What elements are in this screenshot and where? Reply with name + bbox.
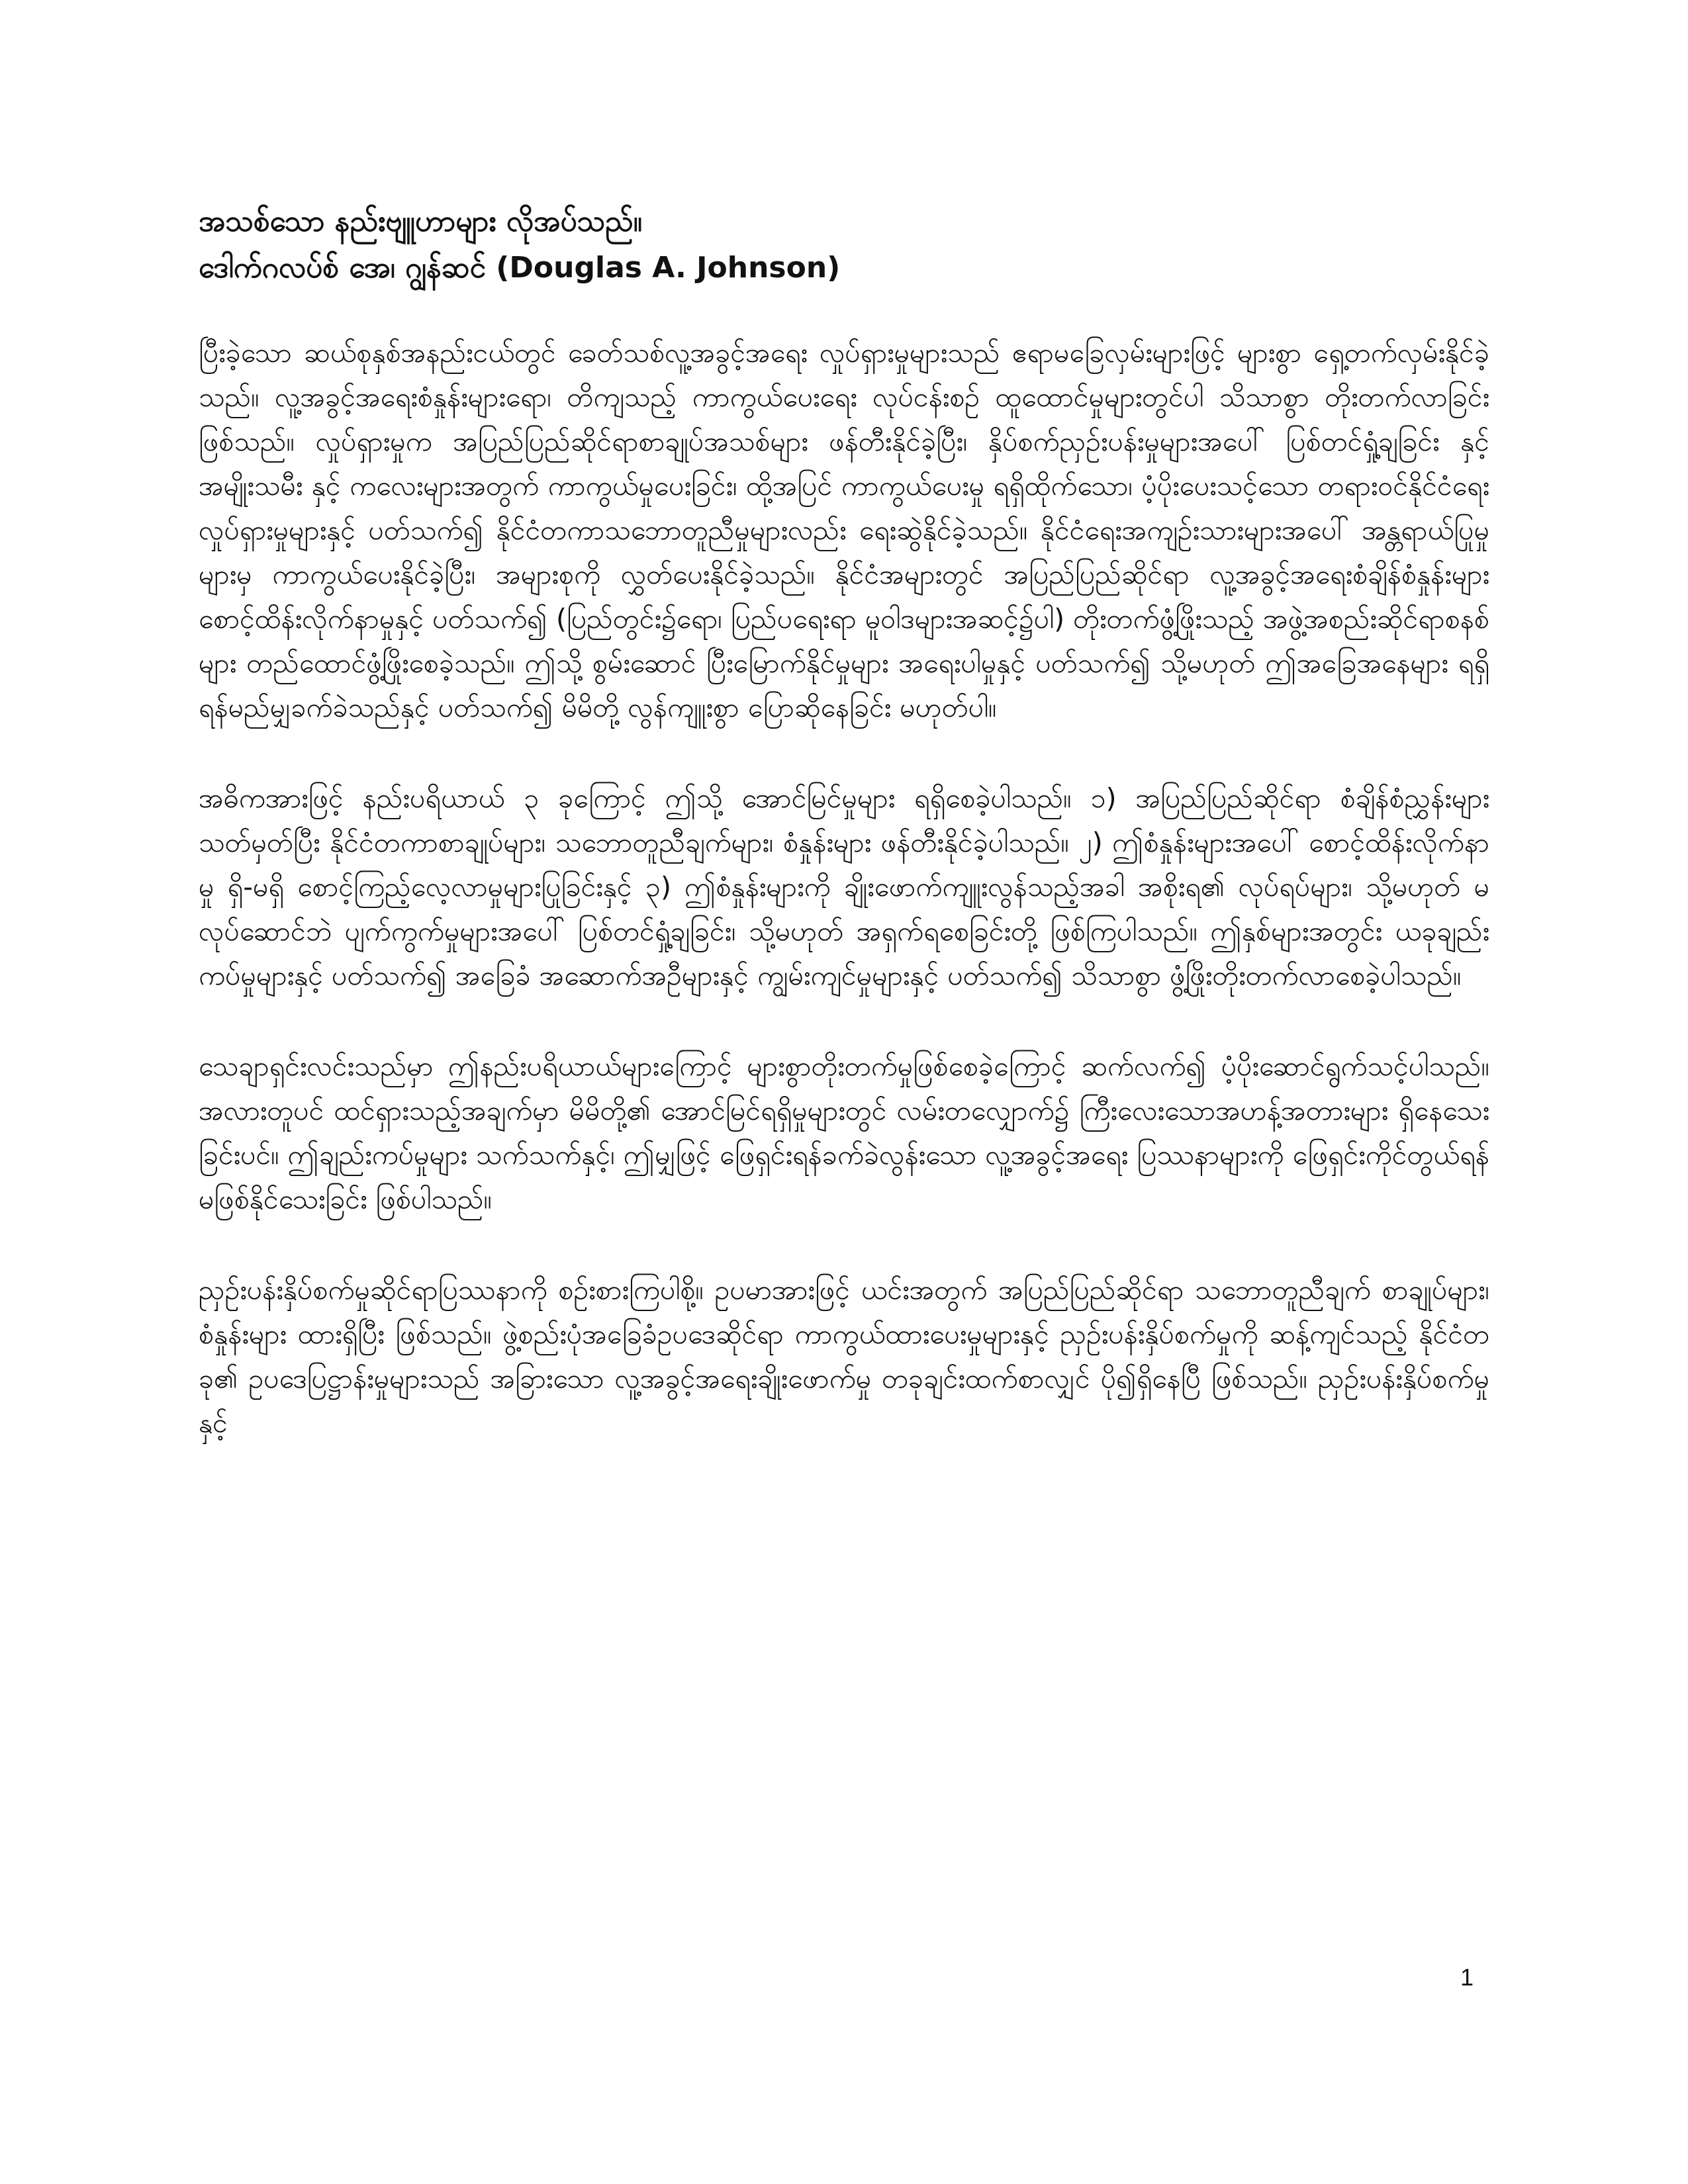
document-body <box>199 199 1489 1492</box>
paragraph-3: သေချာရှင်းလင်းသည်မှာ ဤနည်းပရိယာယ်များကြောင့် များစွာတိုးတက်မှုဖြစ်စေခဲ့ကြောင့် ဆက်လက်၍ ပံ့ပိုးဆောင်ရွက်သင့်ပါသည်။ အလားတူပင် ထင်ရှားသည့်အချက်မှာ မိမိတို့၏ အောင်မြင်ရရှိမှုများတွင် လမ်းတလျှောက်၌ ကြီးလေးသောအဟန့်အတားများ ရှိနေသေးခြင်းပင်။ ဤချည်းကပ်မှုများ သက်သက်နှင့်၊ ဤမျှဖြင့် ဖြေရှင်းရန်ခက်ခဲလွန်းသော လူ့အခွင့်အရေး ပြဿနာများကို ဖြေရှင်းကိုင်တွယ်ရန် မဖြစ်နိုင်သေးခြင်း ဖြစ်ပါသည်။ <box>199 1050 1489 1215</box>
paragraph-1: ပြီးခဲ့သော ဆယ်စုနှစ်အနည်းငယ်တွင် ခေတ်သစ်လူ့အခွင့်အရေး လှုပ်ရှားမှုများသည် ဧရာမခြေလှမ်းများဖြင့် များစွာ ရှေ့တက်လှမ်းနိုင်ခဲ့သည်။ လူ့အခွင့်အရေးစံနှုန်းများရော၊ တိကျသည့် ကာကွယ်ပေးရေး လုပ်ငန်းစဉ် ထူထောင်မှုများတွင်ပါ သိသာစွာ တိုးတက်လာခြင်းဖြစ်သည်။ လှုပ်ရှားမှုက အပြည်ပြည်ဆိုင်ရာစာချုပ်အသစ်များ ဖန်တီးနိုင်ခဲ့ပြီး၊ နှိပ်စက်ညှဉ်းပန်းမှုများအပေါ် ပြစ်တင်ရှုံ့ချခြင်း နှင့် အမျိုးသမီး နှင့် ကလေးများအတွက် ကာကွယ်မှုပေးခြင်း၊ ထို့အပြင် ကာကွယ်ပေးမှု ရရှိထိုက်သော၊ ပံ့ပိုးပေးသင့်သော တရားဝင်နိုင်ငံရေးလှုပ်ရှားမှုများနှင့် ပတ်သက်၍ နိုင်ငံတကာသဘောတူညီမှုများလည်း ရေးဆွဲနိုင်ခဲ့သည်။ နိုင်ငံရေးအကျဉ်းသားများအပေါ် အန္တရာယ်ပြုမှုများမှ ကာကွယ်ပေးနိုင်ခဲ့ပြီး၊ အများစုကို လွှတ်ပေးနိုင်ခဲ့သည်။ နိုင်ငံအများတွင် အပြည်ပြည်ဆိုင်ရာ လူ့အခွင့်အရေးစံချိန်စံနှုန်းများ စောင့်ထိန်းလိုက်နာမှုနှင့် ပတ်သက်၍ (ပြည်တွင်း၌ရော၊ ပြည်ပရေးရာ မူဝါဒများအဆင့်၌ပါ) တိုးတက်ဖွံ့ဖြိုးသည့် အဖွဲ့အစည်းဆိုင်ရာစနစ်များ တည်ထောင်ဖွံ့ဖြိုးစေခဲ့သည်။ ဤသို့ စွမ်းဆောင် ပြီးမြောက်နိုင်မှုများ အရေးပါမှုနှင့် ပတ်သက်၍ သို့မဟုတ် ဤအခြေအနေများ ရရှိရန်မည်မျှခက်ခဲသည်နှင့် ပတ်သက်၍ မိမိတို့ လွန်ကျူးစွာ ပြောဆိုနေခြင်း မဟုတ်ပါ။ <box>199 337 1489 723</box>
page-number: 1 <box>1460 1964 1474 1991</box>
paragraph-2: အဓိကအားဖြင့် နည်းပရိယာယ် ၃ ခုကြောင့် ဤသို့ အောင်မြင်မှုများ ရရှိစေခဲ့ပါသည်။ ၁) အပြည်ပြည်ဆိုင်ရာ စံချိန်စံညွှန်းများ သတ်မှတ်ပြီး နိုင်ငံတကာစာချုပ်များ၊ သဘောတူညီချက်များ၊ စံနှုန်းများ ဖန်တီးနိုင်ခဲ့ပါသည်။ ၂) ဤစံနှုန်းများအပေါ် စောင့်ထိန်းလိုက်နာမှု ရှိ-မရှိ စောင့်ကြည့်လေ့လာမှုများပြုခြင်းနှင့် ၃) ဤစံနှုန်းများကို ချိုးဖောက်ကျူးလွန်သည့်အခါ အစိုးရ၏ လုပ်ရပ်များ၊ သို့မဟုတ် မလုပ်ဆောင်ဘဲ ပျက်ကွက်မှုများအပေါ် ပြစ်တင်ရှုံ့ချခြင်း၊ သို့မဟုတ် အရှက်ရစေခြင်းတို့ ဖြစ်ကြပါသည်။ ဤနှစ်များအတွင်း ယခုချည်းကပ်မှုများနှင့် ပတ်သက်၍ အခြေခံ အဆောက်အဦများနှင့် ကျွမ်းကျင်မှုများနှင့် ပတ်သက်၍ သိသာစွာ ဖွံ့ဖြိုးတိုးတက်လာစေခဲ့ပါသည်။ <box>199 782 1490 991</box>
author-line: ဒေါက်ဂလပ်စ် အေ၊ ဂျွန်ဆင် (Douglas A. Johnson) <box>199 251 841 285</box>
title-block <box>199 199 1489 291</box>
document-title: အသစ်သော နည်းဗျူဟာများ လိုအပ်သည်။ <box>199 205 643 238</box>
paragraph-4: ညှဉ်းပန်းနှိပ်စက်မှုဆိုင်ရာပြဿနာကို စဉ်းစားကြပါစို့။ ဥပမာအားဖြင့် ယင်းအတွက် အပြည်ပြည်ဆိုင်ရာ သဘောတူညီချက် စာချုပ်များ၊ စံနှုန်းများ ထားရှိပြီး ဖြစ်သည်။ ဖွဲ့စည်းပုံအခြေခံဥပဒေဆိုင်ရာ ကာကွယ်ထားပေးမှုများနှင့် ညှဉ်းပန်းနှိပ်စက်မှုကို ဆန့်ကျင်သည့် နိုင်ငံတခု၏ ဥပဒေပြဋ္ဌာန်းမှုများသည် အခြားသော လူ့အခွင့်အရေးချိုးဖောက်မှု တခုချင်းထက်စာလျှင် ပို၍ရှိနေပြီ ဖြစ်သည်။ ညှဉ်းပန်းနှိပ်စက်မှုနှင့် <box>199 1274 1489 1439</box>
